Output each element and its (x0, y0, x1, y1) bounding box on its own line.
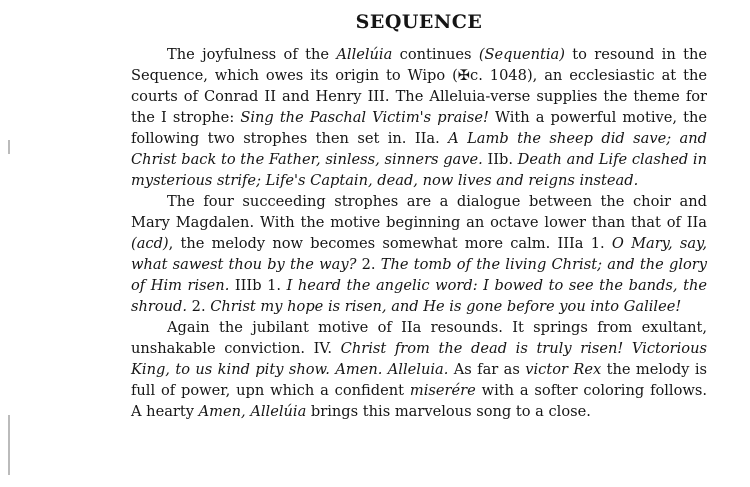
italic-text: The tomb of the living Christ; and the glory of Him risen. (131, 256, 707, 294)
italic-text: miserére (409, 382, 476, 399)
text-run: the melody is full of power, upn which a confident (131, 361, 707, 399)
text-run: The joyfulness of the (167, 46, 337, 63)
paragraph (131, 191, 707, 317)
italic-text: Christ from the dead is truly risen! Victorious King, to us kind pity show. Amen. Alleluia. (131, 340, 707, 378)
italic-text: Amen, Allelúia (198, 403, 307, 420)
italic-text: O Mary, say, what sawest thou by the way? (131, 235, 707, 273)
margin-mark (8, 140, 10, 154)
text-run: brings this marvelous song to a close. (306, 403, 591, 420)
page-title: SEQUENCE (355, 11, 483, 33)
italic-text: (acd) (131, 235, 169, 252)
paragraph (131, 317, 707, 422)
text-run: 2. (356, 256, 381, 273)
text-run: continues (392, 46, 479, 63)
text-run: to resound in the Sequence, which owes its origin to Wipo (✠c. 1048), an ecclesiastic at the courts of Conrad II and Henry III. The Alleluia-verse supplies the theme for the I strophe: (131, 46, 707, 126)
text-run: The four succeeding strophes are a dialogue between the choir and Mary Magdalen. With the motive beginning an octave lower than that of IIa (131, 193, 707, 231)
text-run: As far as (448, 361, 526, 378)
italic-text: (Sequentia) (478, 46, 565, 63)
text-run: Again the jubilant motive of IIa resounds. It springs from exultant, unshakable conviction. IV. (131, 319, 707, 357)
text-run: IIb. (482, 151, 518, 168)
italic-text: Allelúia (336, 46, 393, 63)
text-run: With a powerful motive, the following two strophes then set in. IIa. (131, 109, 707, 147)
text-run: , the melody now becomes somewhat more calm. IIIa 1. (168, 235, 612, 252)
paragraph (131, 44, 707, 191)
text-run: with a softer coloring follows. A hearty (131, 382, 708, 420)
italic-text: Christ my hope is risen, and He is gone before you into Galilee! (210, 298, 682, 315)
italic-text: I heard the angelic word: I bowed to see the bands, the shroud. (131, 277, 707, 315)
body-text (131, 44, 707, 422)
italic-text: Death and Life clashed in mysterious strife; Life's Captain, dead, now lives and reigns instead. (131, 151, 707, 189)
italic-text: A Lamb the sheep did save; and Christ back to the Father, sinless, sinners gave. (131, 130, 707, 168)
text-run: 2. (187, 298, 211, 315)
text-run: IIIb 1. (229, 277, 287, 294)
margin-mark (8, 415, 10, 475)
italic-text: Sing the Paschal Victim's praise! (240, 109, 489, 126)
italic-text: victor Rex (525, 361, 602, 378)
document-page (131, 10, 707, 422)
